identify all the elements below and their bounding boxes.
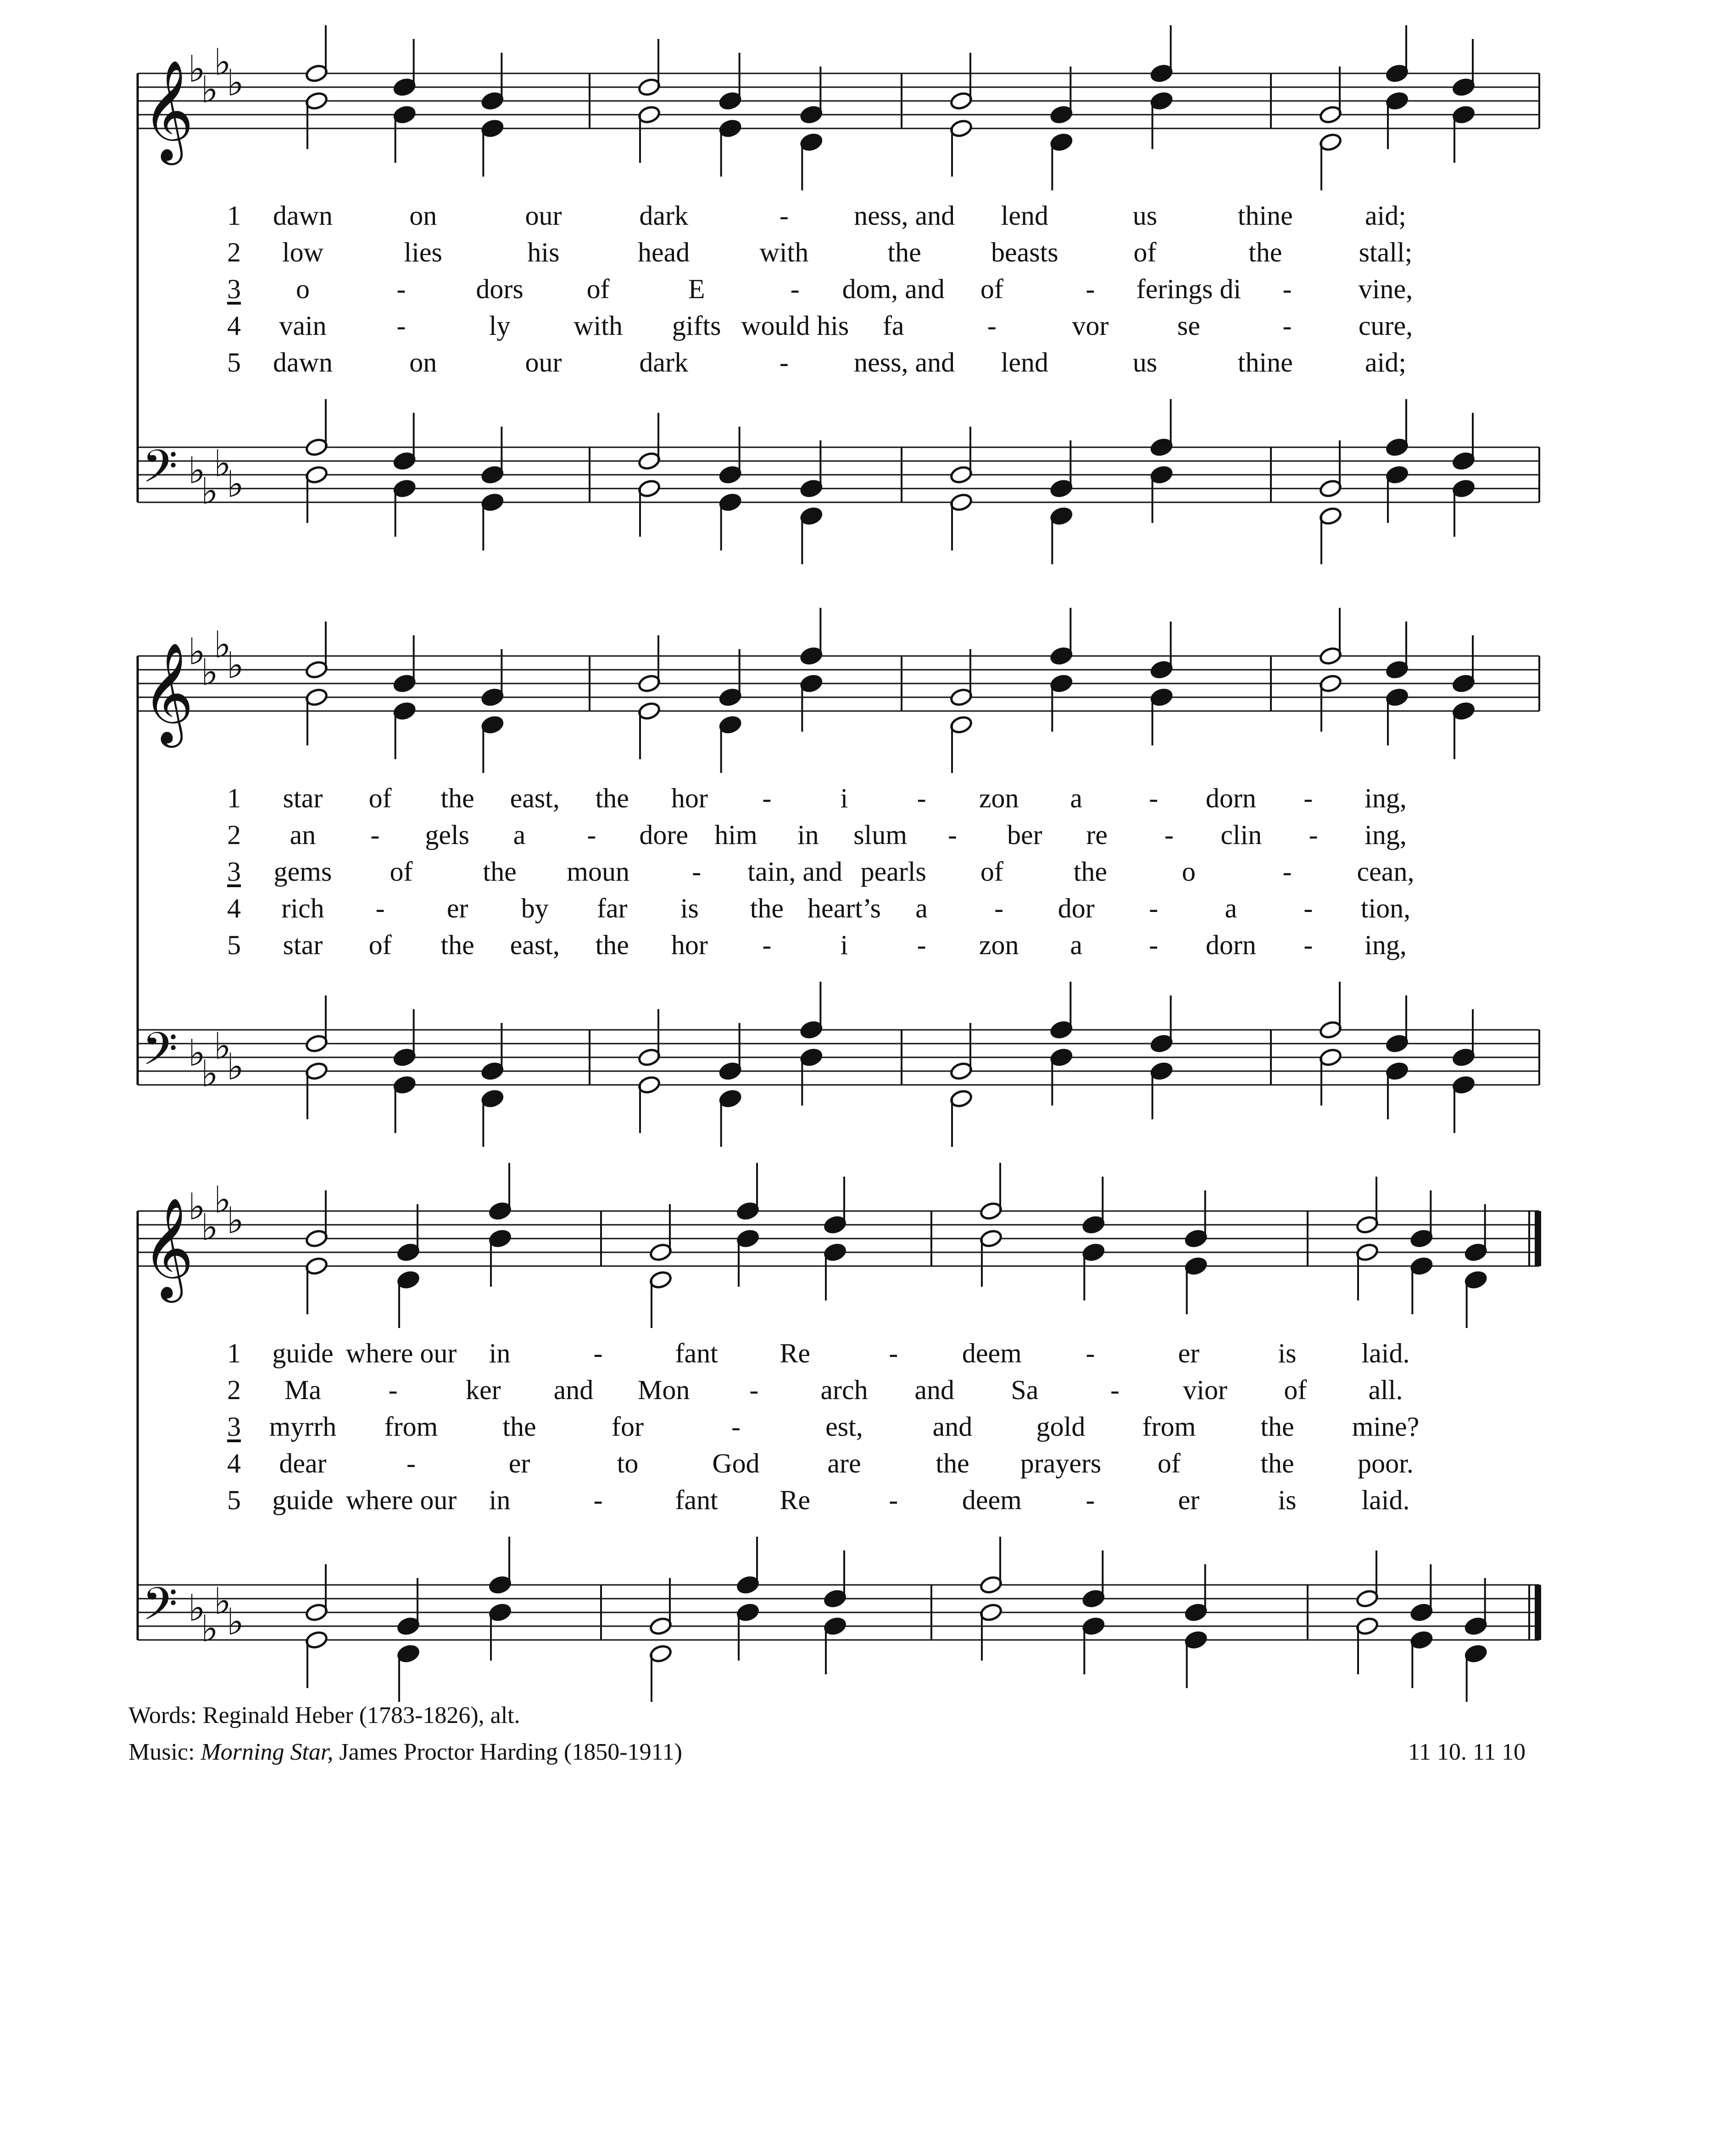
key-flat-icon: ♭	[188, 1185, 206, 1228]
music-credit	[128, 1734, 682, 1771]
lyric-syllable: gold	[1036, 1411, 1086, 1442]
lyric-syllable: of	[1158, 1448, 1181, 1478]
lyric-syllable: ness, and	[854, 200, 955, 231]
lyric-line-verse-3	[0, 853, 1732, 890]
lyric-syllable: ly	[489, 311, 511, 341]
lyric-syllable: the	[1248, 237, 1282, 267]
lyric-syllable: the	[440, 783, 474, 813]
lyric-syllable: the	[1260, 1411, 1294, 1442]
lyric-syllable: a	[513, 820, 526, 850]
lyric-syllable: fant	[675, 1338, 718, 1368]
verse-number: 3	[227, 856, 241, 887]
hyphen: -	[1282, 274, 1292, 304]
lyric-line-verse-2	[0, 817, 1732, 853]
lyric-syllable: hor	[671, 783, 708, 813]
lyric-syllable: is	[1278, 1485, 1297, 1515]
lyric-syllable: a	[1070, 783, 1083, 813]
verse-number: 5	[227, 930, 241, 960]
hyphen: -	[1149, 893, 1158, 923]
lyric-syllable: the	[595, 783, 629, 813]
hyphen: -	[1110, 1375, 1119, 1405]
lyric-syllable: the	[483, 856, 517, 887]
lyric-syllable: deem	[962, 1485, 1022, 1515]
lyric-syllable: dark	[639, 200, 688, 231]
lyric-syllable: the	[595, 930, 629, 960]
final-barline	[1535, 1585, 1541, 1640]
lyric-syllable: and	[553, 1375, 594, 1405]
lyric-line-verse-4	[0, 307, 1732, 344]
hyphen: -	[1086, 274, 1095, 304]
lyric-line-verse-3	[0, 271, 1732, 307]
hyphen: -	[762, 783, 772, 813]
hyphen: -	[388, 1375, 398, 1405]
lyric-syllable: hor	[671, 930, 708, 960]
lyric-syllable: of	[390, 856, 413, 887]
verse-number: 5	[227, 347, 241, 378]
lyric-syllable: rich	[281, 893, 324, 923]
composer: James Proctor Harding (1850-1911)	[339, 1739, 682, 1765]
lyric-syllable: God	[712, 1448, 760, 1478]
lyric-syllable: ferings di	[1136, 274, 1242, 304]
hyphen: -	[587, 820, 596, 850]
hyphen: -	[779, 347, 789, 378]
lyric-syllable: er	[508, 1448, 530, 1478]
hyphen: -	[1303, 783, 1313, 813]
lyric-line-verse-5	[0, 927, 1732, 963]
lyric-syllable: stall;	[1359, 237, 1413, 267]
lyric-syllable: star	[283, 783, 323, 813]
lyric-syllable: of	[368, 783, 392, 813]
lyric-syllable: cean,	[1357, 856, 1415, 887]
lyric-syllable: dear	[279, 1448, 327, 1478]
hyphen: -	[917, 783, 926, 813]
lyric-syllable: of	[980, 274, 1003, 304]
lyric-syllable: lend	[1001, 200, 1048, 231]
lyric-syllable: a	[1225, 893, 1237, 923]
lyric-syllable: clin	[1220, 820, 1262, 850]
hyphen: -	[731, 1411, 741, 1442]
lyric-syllable: ing,	[1364, 930, 1407, 960]
lyric-syllable: i	[840, 783, 848, 813]
lyric-syllable: o	[1181, 856, 1196, 887]
lyric-syllable: our	[525, 200, 562, 231]
lyric-syllable: star	[283, 930, 323, 960]
hyphen: -	[779, 200, 789, 231]
verse-number: 1	[227, 783, 241, 813]
hyphen: -	[593, 1485, 603, 1515]
hyphen: -	[692, 856, 702, 887]
key-flat-icon: ♭	[227, 644, 244, 687]
lyric-syllable: of	[980, 856, 1003, 887]
key-flat-icon: ♭	[227, 61, 244, 104]
lyric-syllable: prayers	[1020, 1448, 1102, 1478]
lyric-syllable: where our	[345, 1485, 457, 1515]
hyphen: -	[917, 930, 926, 960]
lyric-syllable: fant	[675, 1485, 718, 1515]
lyric-syllable: er	[1178, 1338, 1200, 1368]
lyric-syllable: of	[586, 274, 610, 304]
key-flat-icon: ♭	[214, 1178, 231, 1221]
hyphen: -	[749, 1375, 759, 1405]
treble-staff	[138, 1163, 1541, 1328]
lyric-syllable: dor	[1058, 893, 1095, 923]
lyric-syllable: with	[574, 311, 623, 341]
hyphen: -	[889, 1338, 898, 1368]
lyric-syllable: from	[1142, 1411, 1196, 1442]
lyric-syllable: beasts	[991, 237, 1058, 267]
final-barline	[1535, 1211, 1541, 1266]
lyric-syllable: and	[914, 1375, 954, 1405]
lyric-syllable: of	[1284, 1375, 1307, 1405]
lyric-syllable: gems	[273, 856, 332, 887]
lyric-syllable: to	[617, 1448, 639, 1478]
lyric-syllable: far	[596, 893, 628, 923]
lyric-syllable: with	[759, 237, 809, 267]
lyric-syllable: lend	[1001, 347, 1048, 378]
lyric-syllable: o	[296, 274, 310, 304]
lyric-syllable: head	[638, 237, 690, 267]
lyric-syllable: him	[714, 820, 757, 850]
lyric-syllable: dawn	[273, 200, 333, 231]
lyric-syllable: guide	[272, 1338, 334, 1368]
lyric-syllable: Re	[780, 1338, 811, 1368]
hyphen: -	[762, 930, 772, 960]
hyphen: -	[1149, 930, 1158, 960]
lyric-syllable: the	[1260, 1448, 1294, 1478]
lyric-syllable: vor	[1072, 311, 1109, 341]
lyric-syllable: vior	[1183, 1375, 1227, 1405]
lyric-syllable: ing,	[1364, 820, 1407, 850]
verse-number: 3	[227, 274, 241, 304]
tune-name: Morning Star,	[200, 1739, 334, 1765]
music-label: Music:	[128, 1739, 195, 1765]
lyric-syllable: in	[489, 1485, 511, 1515]
verse-number: 1	[227, 1338, 241, 1368]
lyric-syllable: a	[1070, 930, 1083, 960]
key-flat-icon: ♭	[188, 1587, 206, 1629]
lyric-syllable: Re	[780, 1485, 811, 1515]
lyric-syllable: ness, and	[854, 347, 955, 378]
lyric-syllable: gels	[425, 820, 469, 850]
hyphen: -	[370, 820, 380, 850]
lyric-syllable: would his	[741, 311, 849, 341]
lyric-syllable: ber	[1007, 820, 1042, 850]
treble-clef-icon: 𝄞	[142, 1197, 194, 1298]
lyric-line-verse-2	[0, 1372, 1732, 1408]
lyric-syllable: Mon	[637, 1375, 690, 1405]
lyric-syllable: of	[368, 930, 392, 960]
hyphen: -	[396, 274, 406, 304]
lyric-syllable: east,	[510, 783, 560, 813]
lyric-syllable: tain, and	[747, 856, 843, 887]
key-flat-icon: ♭	[188, 449, 206, 492]
treble-clef-icon: 𝄞	[142, 59, 194, 161]
lyric-syllable: a	[915, 893, 928, 923]
verse-number: 4	[227, 893, 241, 923]
key-flat-icon: ♭	[201, 470, 218, 512]
lyric-line-verse-3	[0, 1408, 1732, 1445]
key-flat-icon: ♭	[201, 651, 218, 694]
key-flat-icon: ♭	[188, 1032, 206, 1074]
bass-staff	[138, 1537, 1541, 1702]
hyphen: -	[396, 311, 406, 341]
key-flat-icon: ♭	[188, 630, 206, 673]
lyric-line-verse-4	[0, 1445, 1732, 1482]
hyphen: -	[1282, 856, 1292, 887]
lyric-syllable: vain	[279, 311, 327, 341]
verse-number: 3	[227, 1411, 241, 1442]
hyphen: -	[790, 274, 800, 304]
lyric-syllable: Ma	[284, 1375, 321, 1405]
hyphen: -	[375, 893, 385, 923]
lyric-syllable: lies	[404, 237, 442, 267]
bass-staff	[138, 982, 1539, 1147]
key-flat-icon: ♭	[214, 1580, 231, 1623]
lyric-syllable: slum	[853, 820, 908, 850]
lyric-syllable: zon	[979, 930, 1019, 960]
hyphen: -	[1303, 930, 1313, 960]
lyric-syllable: dors	[476, 274, 523, 304]
lyric-syllable: on	[409, 347, 437, 378]
lyric-syllable: dark	[639, 347, 688, 378]
lyric-syllable: er	[1178, 1485, 1200, 1515]
lyric-line-verse-1	[0, 197, 1732, 234]
lyric-syllable: all.	[1368, 1375, 1403, 1405]
hyphen: -	[1149, 783, 1158, 813]
lyric-syllable: ing,	[1364, 783, 1407, 813]
lyric-syllable: re	[1086, 820, 1108, 850]
lyric-syllable: us	[1132, 347, 1158, 378]
lyric-syllable: the	[440, 930, 474, 960]
lyric-syllable: i	[840, 930, 848, 960]
hyphen: -	[1086, 1338, 1095, 1368]
hyphen: -	[1282, 311, 1292, 341]
lyric-syllable: is	[1278, 1338, 1297, 1368]
key-flat-icon: ♭	[201, 68, 218, 111]
hyphen: -	[994, 893, 1004, 923]
key-flat-icon: ♭	[214, 623, 231, 666]
verse-number: 2	[227, 237, 241, 267]
lyric-syllable: the	[502, 1411, 536, 1442]
lyric-syllable: dorn	[1205, 783, 1256, 813]
verse-number: 5	[227, 1485, 241, 1515]
words-author: Reginald Heber (1783-1826), alt.	[202, 1702, 520, 1728]
credits	[128, 1697, 682, 1771]
key-flat-icon: ♭	[201, 1607, 218, 1650]
lyric-line-verse-5	[0, 344, 1732, 381]
key-flat-icon: ♭	[188, 48, 206, 90]
lyric-syllable: mine?	[1352, 1411, 1420, 1442]
lyric-syllable: zon	[979, 783, 1019, 813]
key-flat-icon: ♭	[227, 1600, 244, 1643]
bass-staff	[138, 399, 1539, 564]
hyphen: -	[593, 1338, 603, 1368]
treble-staff	[138, 25, 1539, 190]
lyric-syllable: dom, and	[842, 274, 945, 304]
key-flat-icon: ♭	[201, 1052, 218, 1095]
lyric-syllable: heart’s	[808, 893, 881, 923]
treble-clef-icon: 𝄞	[142, 642, 194, 743]
key-flat-icon: ♭	[214, 1025, 231, 1067]
lyric-syllable: east,	[510, 930, 560, 960]
lyric-syllable: tion,	[1360, 893, 1411, 923]
lyric-syllable: se	[1177, 311, 1200, 341]
lyric-syllable: from	[384, 1411, 438, 1442]
lyric-syllable: vine,	[1358, 274, 1413, 304]
lyric-syllable: cure,	[1358, 311, 1413, 341]
lyric-syllable: moun	[567, 856, 629, 887]
verse-number: 2	[227, 1375, 241, 1405]
lyric-syllable: dore	[639, 820, 688, 850]
lyric-syllable: the	[750, 893, 784, 923]
lyric-syllable: the	[1073, 856, 1108, 887]
hyphen: -	[948, 820, 957, 850]
key-flat-icon: ♭	[227, 1045, 244, 1088]
meter: 11 10. 11 10	[1408, 1739, 1526, 1765]
lyric-syllable: our	[525, 347, 562, 378]
lyric-syllable: dawn	[273, 347, 333, 378]
lyric-syllable: Sa	[1011, 1375, 1039, 1405]
lyric-line-verse-2	[0, 234, 1732, 271]
hyphen: -	[987, 311, 997, 341]
lyric-syllable: low	[282, 237, 323, 267]
lyric-syllable: laid.	[1361, 1485, 1410, 1515]
lyric-line-verse-5	[0, 1482, 1732, 1518]
key-flat-icon: ♭	[227, 1199, 244, 1242]
hyphen: -	[1303, 893, 1313, 923]
lyric-syllable: guide	[272, 1485, 334, 1515]
lyric-syllable: in	[797, 820, 819, 850]
verse-number: 4	[227, 311, 241, 341]
lyric-syllable: is	[680, 893, 699, 923]
key-flat-icon: ♭	[227, 463, 244, 506]
bass-clef-icon: 𝄢	[142, 1578, 178, 1642]
lyric-syllable: thine	[1237, 200, 1293, 231]
lyric-syllable: gifts	[672, 311, 721, 341]
lyric-syllable: fa	[882, 311, 904, 341]
lyric-syllable: pearls	[860, 856, 926, 887]
verse-number: 1	[227, 200, 241, 231]
lyric-syllable: on	[409, 200, 437, 231]
key-flat-icon: ♭	[214, 442, 231, 485]
lyric-syllable: us	[1132, 200, 1158, 231]
lyric-syllable: dorn	[1205, 930, 1256, 960]
lyric-syllable: thine	[1237, 347, 1293, 378]
treble-staff	[138, 608, 1539, 773]
lyric-syllable: by	[521, 893, 549, 923]
lyric-syllable: laid.	[1361, 1338, 1410, 1368]
hyphen: -	[1309, 820, 1318, 850]
lyric-syllable: myrrh	[269, 1411, 337, 1442]
lyric-syllable: and	[932, 1411, 973, 1442]
lyric-syllable: est,	[825, 1411, 863, 1442]
lyric-syllable: poor.	[1358, 1448, 1414, 1478]
lyric-syllable: in	[489, 1338, 511, 1368]
lyric-syllable: of	[1133, 237, 1157, 267]
words-label: Words:	[128, 1702, 197, 1728]
lyric-line-verse-1	[0, 780, 1732, 817]
key-flat-icon: ♭	[214, 41, 231, 83]
lyric-syllable: the	[936, 1448, 969, 1478]
lyric-syllable: aid;	[1365, 200, 1406, 231]
verse-number: 4	[227, 1448, 241, 1478]
lyric-syllable: er	[446, 893, 468, 923]
bass-clef-icon: 𝄢	[142, 440, 178, 504]
lyric-syllable: deem	[962, 1338, 1022, 1368]
lyric-syllable: ker	[466, 1375, 501, 1405]
hyphen: -	[1164, 820, 1174, 850]
lyric-syllable: for	[612, 1411, 644, 1442]
hyphen: -	[1086, 1485, 1095, 1515]
lyric-syllable: are	[827, 1448, 861, 1478]
words-credit	[128, 1697, 682, 1734]
key-flat-icon: ♭	[201, 1206, 218, 1249]
hyphen: -	[889, 1485, 898, 1515]
bass-clef-icon: 𝄢	[142, 1023, 178, 1087]
verse-number: 2	[227, 820, 241, 850]
lyric-syllable: arch	[820, 1375, 868, 1405]
lyric-syllable: the	[887, 237, 921, 267]
hyphen: -	[407, 1448, 416, 1478]
lyric-syllable: aid;	[1365, 347, 1406, 378]
lyric-line-verse-1	[0, 1335, 1732, 1372]
lyric-syllable: E	[688, 274, 705, 304]
lyric-syllable: an	[290, 820, 316, 850]
lyric-syllable: his	[527, 237, 560, 267]
lyric-line-verse-4	[0, 890, 1732, 927]
lyric-syllable: where our	[345, 1338, 457, 1368]
